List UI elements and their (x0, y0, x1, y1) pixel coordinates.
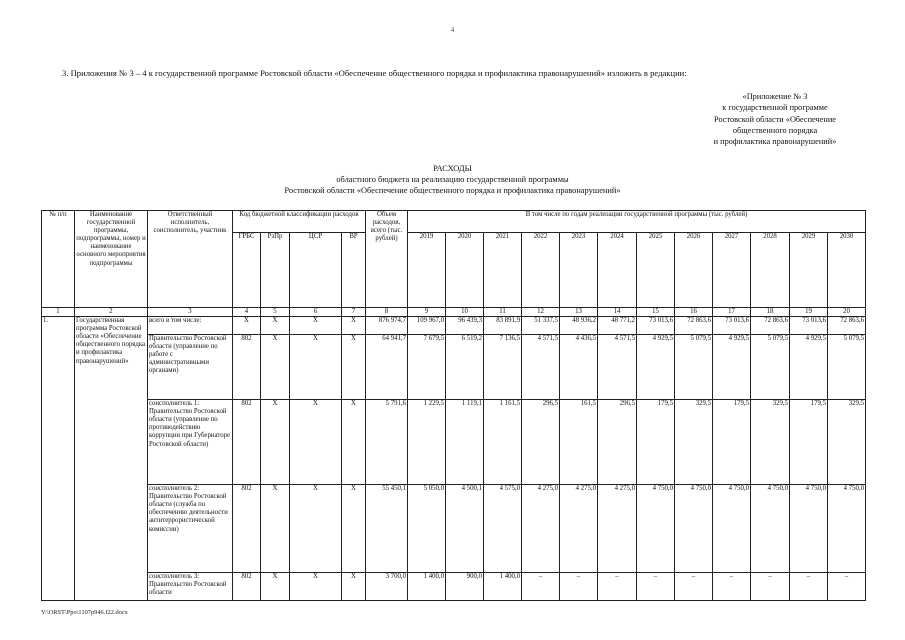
year-value-cell: 296,5 (598, 400, 637, 485)
executor-cell: соисполнитель 1: Правительство Ростовской области (управление по противодействию коррупции при Губернаторе Ростовской области) (148, 400, 233, 485)
year-value-cell: 4 571,5 (522, 335, 560, 400)
header-years-group: В том числе по годам реализации государственной программы (тыс. рублей) (408, 211, 866, 233)
year-value-cell: 7 136,5 (484, 335, 522, 400)
col-number: 8 (366, 308, 408, 317)
header-year: 2027 (713, 233, 751, 308)
header-year: 2023 (560, 233, 598, 308)
year-value-cell: 51 337,5 (522, 317, 560, 335)
year-value-cell: – (790, 573, 828, 601)
year-value-cell: 5 079,5 (828, 335, 866, 400)
year-value-cell: 4 571,5 (598, 335, 637, 400)
header-year: 2030 (828, 233, 866, 308)
year-value-cell: – (560, 573, 598, 601)
col-number: 2 (75, 308, 148, 317)
col-number: 5 (261, 308, 290, 317)
col-number: 3 (148, 308, 233, 317)
document-title (0, 163, 905, 196)
header-volume: Объем расходов, всего (тыс. рублей) (366, 211, 408, 308)
column-numbers-row (42, 308, 866, 317)
table-row (42, 400, 866, 485)
header-year: 2029 (790, 233, 828, 308)
col-number: 18 (751, 308, 790, 317)
header-grbs: ГРБС (233, 233, 261, 308)
year-value-cell: 1 229,5 (408, 400, 446, 485)
year-value-cell: 96 439,3 (446, 317, 484, 335)
year-value-cell: 6 519,2 (446, 335, 484, 400)
vr-cell: X (342, 400, 366, 485)
vr-cell: X (342, 317, 366, 335)
rzpr-cell: X (261, 573, 290, 601)
csr-cell: X (290, 317, 342, 335)
year-value-cell: 1 400,0 (484, 573, 522, 601)
year-value-cell: 4 750,0 (790, 485, 828, 573)
year-value-cell: 5 079,5 (675, 335, 713, 400)
year-value-cell: 7 679,5 (408, 335, 446, 400)
total-cell: 64 941,7 (366, 335, 408, 400)
year-value-cell: 4 929,5 (790, 335, 828, 400)
year-value-cell: 4 929,5 (637, 335, 675, 400)
header-vr: ВР (342, 233, 366, 308)
grbs-cell: 802 (233, 335, 261, 400)
intro-text: 3. Приложения № 3 – 4 к государственной программе Ростовской области «Обеспечение общественного порядка и профилактика правонарушений» изложить в редакции: (62, 68, 687, 78)
col-number: 13 (560, 308, 598, 317)
year-value-cell: – (637, 573, 675, 601)
col-number: 17 (713, 308, 751, 317)
year-value-cell: 109 967,0 (408, 317, 446, 335)
year-value-cell: 4 750,0 (675, 485, 713, 573)
executor-cell: соисполнитель 2: Правительство Ростовской области (служба по обеспечению деятельности антитеррористической комиссии) (148, 485, 233, 573)
col-number: 15 (637, 308, 675, 317)
table-row (42, 335, 866, 400)
appendix-line: Ростовской области «Обеспечение (714, 114, 836, 124)
year-value-cell: 161,5 (560, 400, 598, 485)
header-executor: Ответственный исполнитель, соисполнитель, участник (148, 211, 233, 308)
year-value-cell: 72 863,6 (828, 317, 866, 335)
col-number: 9 (408, 308, 446, 317)
year-value-cell: 900,0 (446, 573, 484, 601)
header-year: 2024 (598, 233, 637, 308)
year-value-cell: 1 400,0 (408, 573, 446, 601)
col-number: 7 (342, 308, 366, 317)
year-value-cell: 83 891,9 (484, 317, 522, 335)
grbs-cell: 802 (233, 485, 261, 573)
col-number: 14 (598, 308, 637, 317)
csr-cell: X (290, 335, 342, 400)
appendix-reference (660, 91, 890, 147)
table-row (42, 317, 866, 335)
total-cell: 876 974,7 (366, 317, 408, 335)
col-number: 12 (522, 308, 560, 317)
header-year: 2026 (675, 233, 713, 308)
header-year: 2022 (522, 233, 560, 308)
year-value-cell: 5 079,5 (751, 335, 790, 400)
year-value-cell: 4 575,0 (484, 485, 522, 573)
header-name: Наименование государственной программы, подпрограммы, номер и наименование основного мероприятия подпрограммы (75, 211, 148, 308)
title-line: Ростовской области «Обеспечение общественного порядка и профилактика правонарушений» (284, 186, 621, 195)
year-value-cell: 1 119,1 (446, 400, 484, 485)
appendix-line: и профилактика правонарушений» (713, 137, 837, 147)
year-value-cell: – (522, 573, 560, 601)
year-value-cell: 4 275,0 (560, 485, 598, 573)
year-value-cell: 4 750,0 (637, 485, 675, 573)
appendix-line: общественного порядка (732, 125, 818, 135)
header-year: 2019 (408, 233, 446, 308)
col-number: 19 (790, 308, 828, 317)
appendix-line: к государственной программе (722, 103, 828, 113)
appendix-line: «Приложение № 3 (742, 92, 808, 101)
title-line: областного бюджета на реализацию государственной программы (336, 175, 569, 184)
year-value-cell: – (598, 573, 637, 601)
year-value-cell: 4 750,0 (751, 485, 790, 573)
year-value-cell: 4 750,0 (713, 485, 751, 573)
rzpr-cell: X (261, 400, 290, 485)
grbs-cell: 802 (233, 400, 261, 485)
vr-cell: X (342, 485, 366, 573)
year-value-cell: 73 013,6 (790, 317, 828, 335)
grbs-cell: 802 (233, 573, 261, 601)
header-code-group: Код бюджетной классификации расходов (233, 211, 366, 233)
year-value-cell: 4 275,0 (522, 485, 560, 573)
year-value-cell: 4 275,0 (598, 485, 637, 573)
header-year: 2020 (446, 233, 484, 308)
executor-cell: соисполнитель 3: Правительство Ростовской области (148, 573, 233, 601)
year-value-cell: 179,5 (790, 400, 828, 485)
year-value-cell: 48 771,2 (598, 317, 637, 335)
col-number: 11 (484, 308, 522, 317)
col-number: 10 (446, 308, 484, 317)
col-number: 1 (42, 308, 75, 317)
rzpr-cell: X (261, 335, 290, 400)
year-value-cell: – (713, 573, 751, 601)
executor-cell: всего в том числе: (148, 317, 233, 335)
year-value-cell: 4 750,0 (828, 485, 866, 573)
year-value-cell: 48 936,2 (560, 317, 598, 335)
grbs-cell: X (233, 317, 261, 335)
year-value-cell: 1 161,5 (484, 400, 522, 485)
year-value-cell: – (828, 573, 866, 601)
year-value-cell: 4 436,5 (560, 335, 598, 400)
expenses-table (41, 210, 866, 601)
col-number: 16 (675, 308, 713, 317)
program-number: 1. (42, 317, 75, 601)
year-value-cell: 179,5 (713, 400, 751, 485)
header-csr: ЦСР (290, 233, 342, 308)
year-value-cell: – (675, 573, 713, 601)
year-value-cell: 329,5 (828, 400, 866, 485)
year-value-cell: – (751, 573, 790, 601)
year-value-cell: 72 863,6 (675, 317, 713, 335)
header-year: 2025 (637, 233, 675, 308)
col-number: 20 (828, 308, 866, 317)
year-value-cell: 4 929,5 (713, 335, 751, 400)
executor-cell: Правительство Ростовской области (управление по работе с административными органами) (148, 335, 233, 400)
title-heading: РАСХОДЫ (433, 164, 472, 173)
page-number: 4 (450, 26, 455, 34)
csr-cell: X (290, 573, 342, 601)
year-value-cell: 72 863,6 (751, 317, 790, 335)
header-year: 2021 (484, 233, 522, 308)
rzpr-cell: X (261, 485, 290, 573)
total-cell: 5 791,6 (366, 400, 408, 485)
year-value-cell: 73 013,6 (713, 317, 751, 335)
year-value-cell: 329,5 (675, 400, 713, 485)
table-row (42, 485, 866, 573)
rzpr-cell: X (261, 317, 290, 335)
col-number: 6 (290, 308, 342, 317)
vr-cell: X (342, 335, 366, 400)
footer-file-path: Y:\ORST\Ppo\1107p946.f22.docx (41, 609, 128, 616)
csr-cell: X (290, 485, 342, 573)
year-value-cell: 73 013,6 (637, 317, 675, 335)
vr-cell: X (342, 573, 366, 601)
program-name: Государственная программа Ростовской области «Обеспечение общественного порядка и профилактика правонарушений» (75, 317, 148, 601)
header-year: 2028 (751, 233, 790, 308)
table-row (42, 573, 866, 601)
year-value-cell: 179,5 (637, 400, 675, 485)
total-cell: 55 450,1 (366, 485, 408, 573)
header-rzpr: РзПр (261, 233, 290, 308)
year-value-cell: 4 500,1 (446, 485, 484, 573)
year-value-cell: 296,5 (522, 400, 560, 485)
year-value-cell: 5 050,0 (408, 485, 446, 573)
col-number: 4 (233, 308, 261, 317)
header-num: № п/п (42, 211, 75, 308)
year-value-cell: 329,5 (751, 400, 790, 485)
total-cell: 3 700,0 (366, 573, 408, 601)
csr-cell: X (290, 400, 342, 485)
